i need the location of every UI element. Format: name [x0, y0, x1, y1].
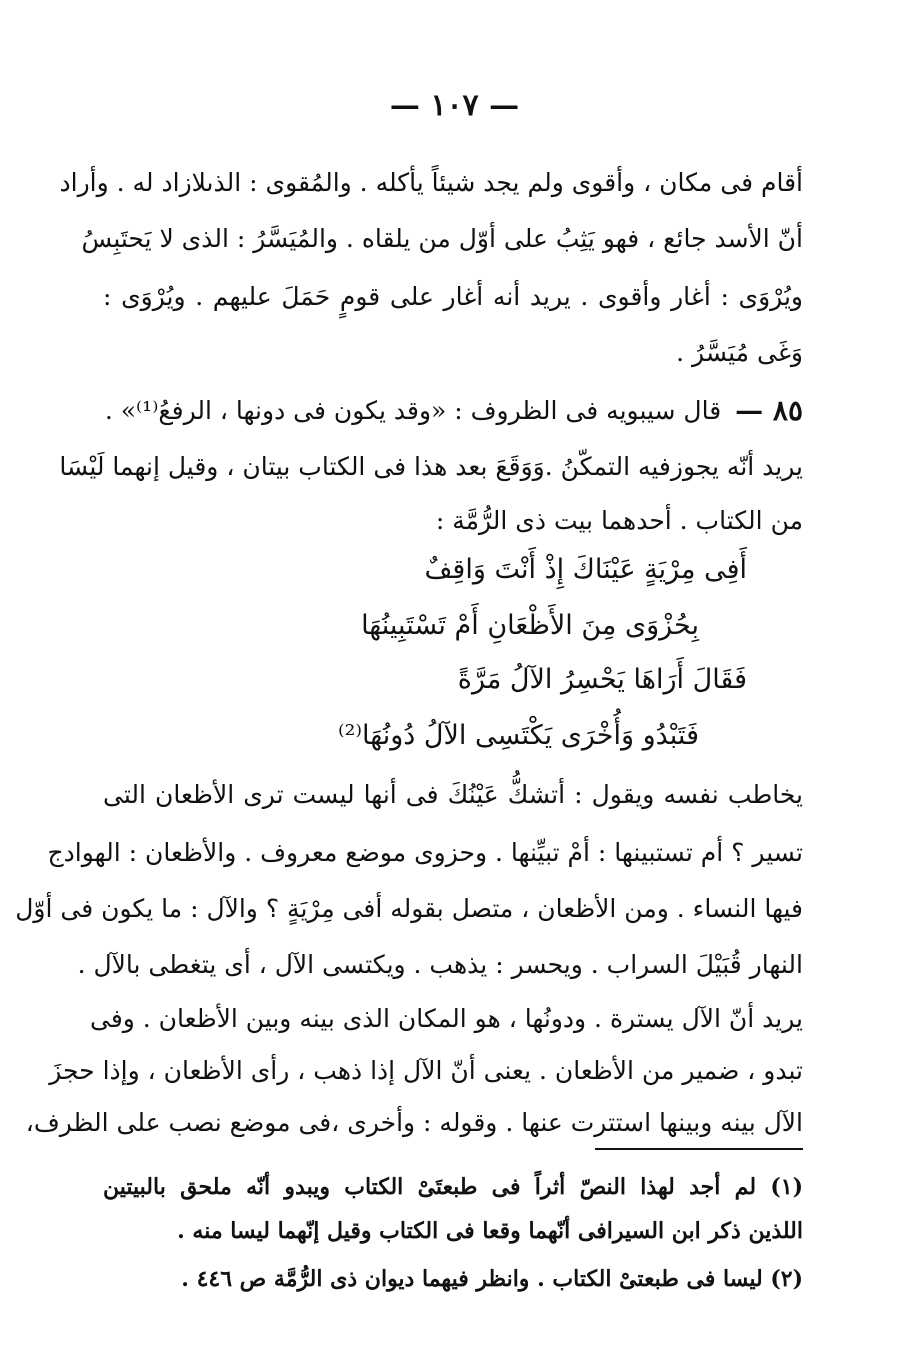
footnote-line: (٢) ليسا فى طبعتىْ الكتاب . وانظر فيهما ديوان ذى الرُّمَّة ص ٤٤٦ .: [181, 1266, 803, 1292]
verse-line: بِحُزْوَى مِنَ الأَظْعَانِ أَمْ تَسْتَبِينُهَا: [361, 610, 699, 641]
paragraph-line: ويُرْوَى : أغار وأقوى . يريد أنه أغار على قومٍ حَمَلَ عليهم . ويُرْوَى :: [103, 282, 803, 311]
paragraph-line: يريد أنّ الآل يسترة . ودونُها ، هو المكان الذى بينه وبين الأظعان . وفى: [89, 1004, 803, 1033]
paragraph-line: الآل بينه وبينها استترت عنها . وقوله : وأخرى ،فى موضع نصب على الظرف،: [25, 1108, 803, 1137]
section-text: قال سيبويه فى الظروف : «وقد يكون فى دونها ، الرفعُ⁽¹⁾» .: [104, 396, 722, 425]
section-85-heading: [103, 392, 803, 430]
footnote-line: (١) لم أجد لهذا النصّ أثراً فى طبعتَىْ الكتاب ويبدو أنّه ملحق بالبيتين: [103, 1174, 803, 1200]
paragraph-line: النهار قُبَيْلَ السراب . ويحسر : يذهب . ويكتسى الآل ، أى يتغطى بالآل .: [77, 950, 803, 979]
page-number: — ١٠٧ —: [389, 88, 520, 123]
paragraph-line: أقام فى مكان ، وأقوى ولم يجد شيئاً يأكله . والمُقوى : الذىلازاد له . وأراد: [59, 168, 803, 197]
verse-line: فَقَالَ أَرَاهَا يَحْسِرُ الآلُ مَرَّةً: [457, 664, 747, 695]
paragraph-line: تسير ؟ أم تستبينها : أمْ تبيِّنها . وحزوى موضع معروف . والأظعان : الهوادج: [47, 838, 803, 867]
paragraph-line: وَغَى مُيَسَّرُ .: [676, 338, 803, 367]
section-number: ٨٥ —: [735, 394, 803, 427]
footnote-line: اللذين ذكر ابن السيرافى أنّهما وقعا فى الكتاب وقيل إنّهما ليسا منه .: [177, 1218, 803, 1244]
paragraph-line: فيها النساء . ومن الأظعان ، متصل بقوله أفى مِرْيَةٍ ؟ والآل : ما يكون فى أوّل: [15, 894, 803, 923]
verse-line: فَتَبْدُو وَأُخْرَى يَكْتَسِى الآلُ دُونُهَا⁽²⁾: [337, 720, 699, 751]
footnote-divider: [595, 1148, 803, 1150]
paragraph-line: يخاطب نفسه ويقول : أتشكُّ عَيْنُكَ فى أنها ليست ترى الأظعان التى: [103, 780, 803, 809]
verse-line: أَفِى مِرْيَةٍ عَيْنَاكَ إِذْ أَنْتَ وَاقِفٌ: [424, 554, 747, 585]
paragraph-line: أنّ الأسد جائع ، فهو يَثِبُ على أوّل من يلقاه . والمُيَسَّرُ : الذى لا يَحتَبِسُ: [81, 224, 803, 253]
paragraph-line: يريد أنّه يجوزفيه التمكّنُ .وَوَقَعَ بعد هذا فى الكتاب بيتان ، وقيل إنهما لَيْسَا: [59, 452, 803, 481]
paragraph-line: تبدو ، ضمير من الأظعان . يعنى أنّ الآل إذا ذهب ، رأى الأظعان ، وإذا حجزَ: [49, 1056, 803, 1085]
paragraph-line: من الكتاب . أحدهما بيت ذى الرُّمَّة :: [435, 506, 803, 535]
